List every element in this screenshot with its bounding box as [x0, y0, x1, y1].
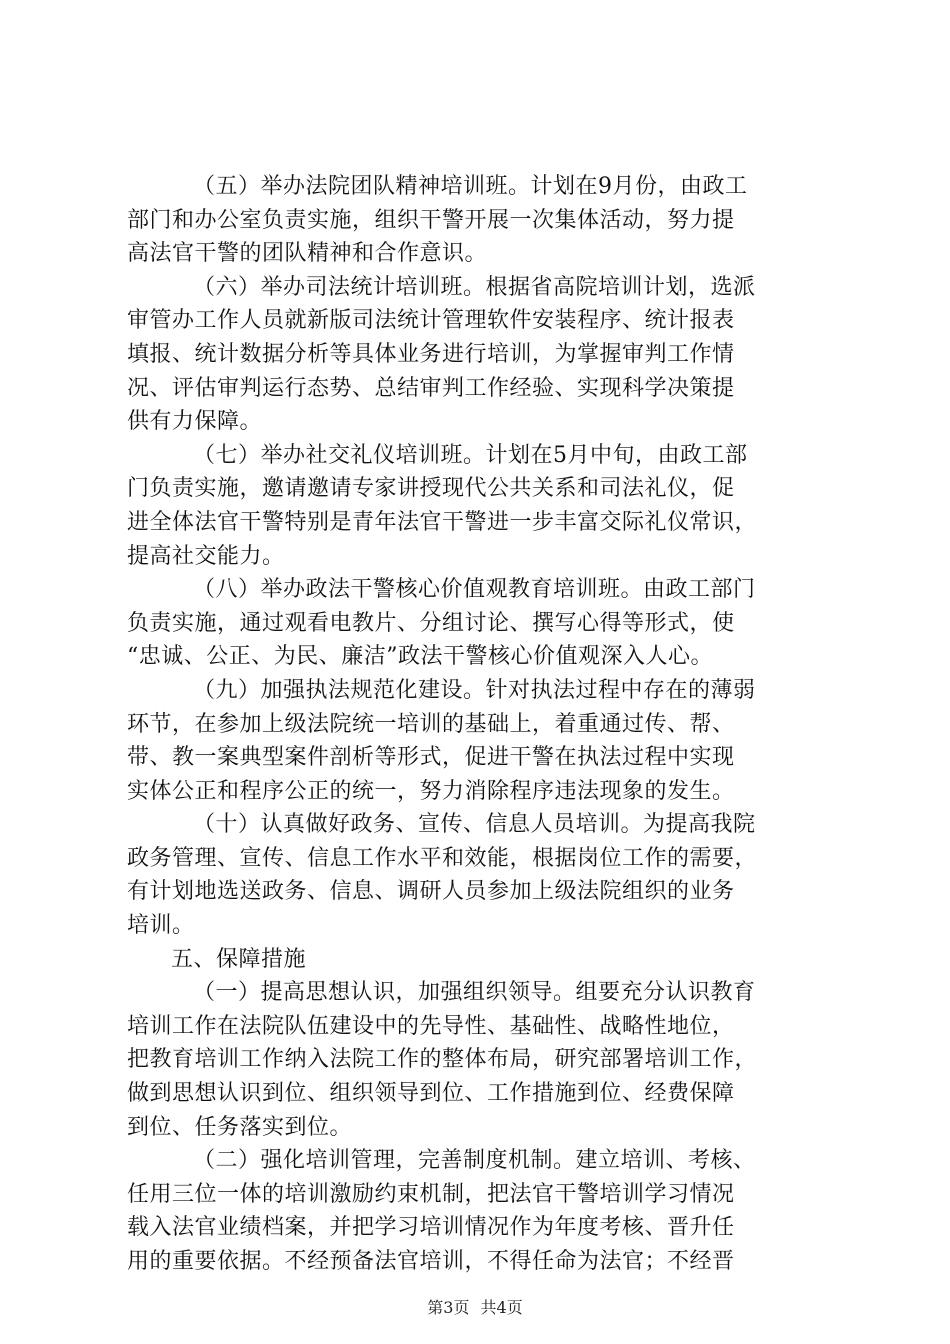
text-line: 把教育培训工作纳入法院工作的整体布局，研究部署培训工作， — [127, 1047, 758, 1073]
paragraph — [127, 271, 843, 439]
section-heading — [127, 943, 843, 977]
paragraph — [127, 1144, 843, 1278]
text-line: （九）加强执法规范化建设。针对执法过程中存在的薄弱 — [193, 677, 756, 703]
text-line: 用的重要依据。不经预备法官培训，不得任命为法官；不经晋 — [127, 1249, 735, 1274]
text-line: 况、评估审判运行态势、总结审判工作经验、实现科学决策提 — [127, 375, 735, 401]
paragraph — [127, 439, 843, 573]
text-line: （一）提高思想认识，加强组织领导。组要充分认识教育 — [193, 980, 756, 1006]
document-body — [127, 170, 843, 1279]
text-line: 供有力保障。 — [127, 409, 263, 435]
text-line: 负责实施，通过观看电教片、分组讨论、撰写心得等形式，使 — [127, 610, 735, 636]
text-line: 培训。 — [127, 913, 195, 939]
page-number: 第3页 — [427, 1298, 470, 1317]
text-line: （十）认真做好政务、宣传、信息人员培训。为提高我院 — [193, 812, 756, 838]
text-line: （八）举办政法干警核心价值观教育培训班。由政工部门 — [193, 577, 756, 603]
text-line: 培训工作在法院队伍建设中的先导性、基础性、战略性地位， — [127, 1013, 735, 1039]
page-footer — [0, 1298, 950, 1318]
text-line: （五）举办法院团队精神培训班。计划在9月份，由政工 — [193, 174, 748, 199]
text-line: 任用三位一体的培训激励约束机制，把法官干警培训学习情况 — [127, 1181, 735, 1207]
text-line: 门负责实施，邀请邀请专家讲授现代公共关系和司法礼仪，促 — [127, 476, 735, 502]
text-line: 填报、统计数据分析等具体业务进行培训，为掌握审判工作情 — [127, 341, 735, 367]
text-line: （二）强化培训管理，完善制度机制。建立培训、考核、 — [193, 1148, 756, 1174]
text-line: 实体公正和程序公正的统一，努力消除程序违法现象的发生。 — [127, 778, 735, 804]
text-line: 高法官干警的团队精神和合作意识。 — [127, 241, 488, 267]
text-line: 有计划地选送政务、信息、调研人员参加上级法院组织的业务 — [127, 879, 735, 905]
text-line: “忠诚、公正、为民、廉洁”政法干警核心价值观深入人心。 — [127, 644, 713, 670]
paragraph — [127, 976, 843, 1144]
page-total: 共4页 — [480, 1298, 523, 1317]
text-line: （七）举办社交礼仪培训班。计划在5月中旬，由政工部 — [193, 442, 748, 468]
text-line: 载入法官业绩档案，并把学习培训情况作为年度考核、晋升任 — [127, 1215, 735, 1241]
text-line: 到位、任务落实到位。 — [127, 1114, 353, 1140]
paragraph — [127, 808, 843, 942]
paragraph — [127, 573, 843, 674]
text-line: 政务管理、宣传、信息工作水平和效能，根据岗位工作的需要， — [127, 845, 758, 871]
text-line: 部门和办公室负责实施，组织干警开展一次集体活动，努力提 — [127, 207, 735, 233]
text-line: 环节，在参加上级法院统一培训的基础上，着重通过传、帮、 — [127, 711, 735, 737]
paragraph — [127, 674, 843, 808]
text-line: 带、教一案典型案件剖析等形式，促进干警在执法过程中实现 — [127, 745, 735, 771]
text-line: （六）举办司法统计培训班。根据省高院培训计划，选派 — [193, 274, 756, 300]
text-line: 五、保障措施 — [171, 946, 307, 972]
text-line: 进全体法官干警特别是青年法官干警进一步丰富交际礼仪常识， — [127, 509, 758, 535]
paragraph — [127, 170, 843, 271]
text-line: 审管办工作人员就新版司法统计管理软件安装程序、统计报表 — [127, 308, 735, 334]
text-line: 提高社交能力。 — [127, 543, 285, 569]
text-line: 做到思想认识到位、组织领导到位、工作措施到位、经费保障 — [127, 1081, 735, 1107]
